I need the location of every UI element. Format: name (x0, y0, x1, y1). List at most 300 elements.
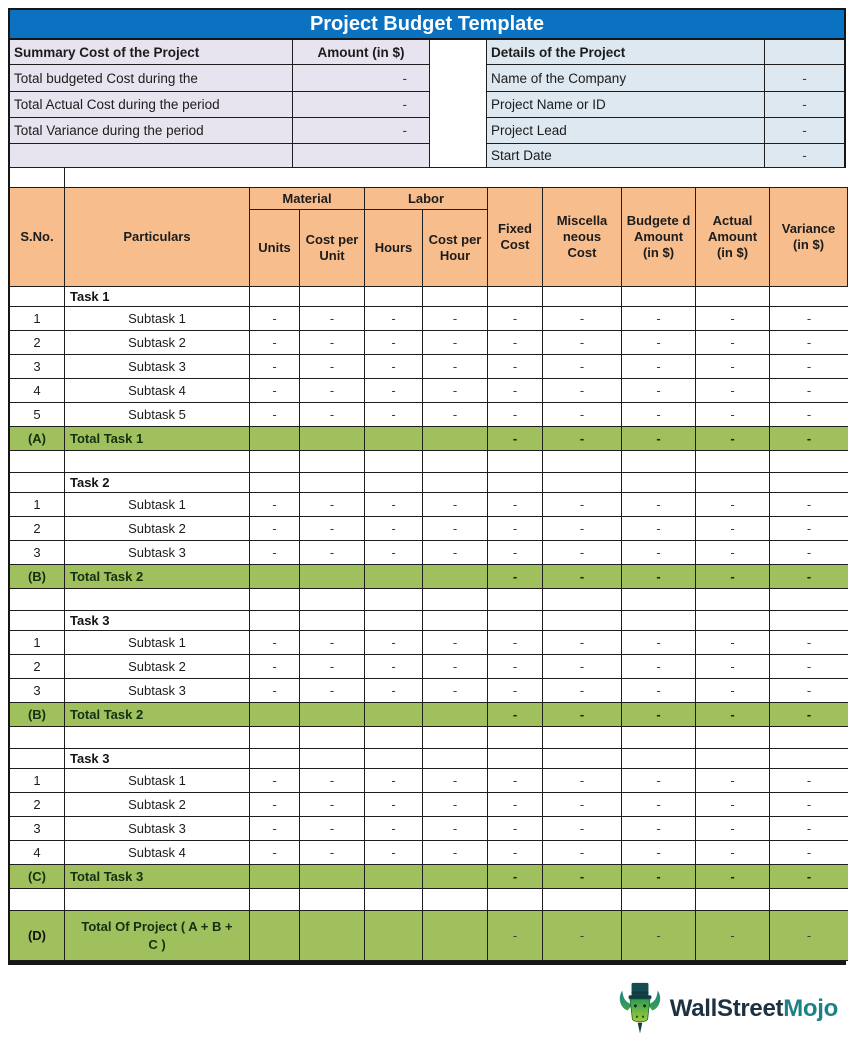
value-cell[interactable]: - (543, 517, 622, 541)
value-cell[interactable]: - (365, 331, 423, 355)
value-cell[interactable]: - (423, 817, 488, 841)
value-cell[interactable]: - (488, 493, 543, 517)
subtask-name-cell[interactable]: Subtask 2 (65, 793, 250, 817)
task-name-cell[interactable]: Task 3 (65, 749, 250, 769)
empty-cell[interactable] (300, 287, 365, 307)
value-cell[interactable]: - (365, 517, 423, 541)
value-cell[interactable]: - (770, 793, 848, 817)
value-cell[interactable]: - (696, 911, 770, 961)
empty-cell[interactable] (488, 727, 543, 749)
empty-cell[interactable] (488, 889, 543, 911)
value-cell[interactable]: - (770, 655, 848, 679)
empty-cell[interactable] (770, 473, 848, 493)
value-cell[interactable]: - (488, 427, 543, 451)
value-cell[interactable]: - (770, 703, 848, 727)
value-cell[interactable]: - (300, 679, 365, 703)
details-header-value-cell[interactable] (765, 40, 844, 65)
value-cell[interactable]: - (423, 841, 488, 865)
value-cell[interactable] (250, 865, 300, 889)
empty-cell[interactable] (300, 749, 365, 769)
subtask-name-cell[interactable]: Subtask 3 (65, 355, 250, 379)
value-cell[interactable]: - (250, 403, 300, 427)
value-cell[interactable] (300, 703, 365, 727)
value-cell[interactable]: - (622, 631, 696, 655)
empty-cell[interactable] (250, 611, 300, 631)
value-cell[interactable]: - (543, 493, 622, 517)
empty-cell[interactable] (488, 749, 543, 769)
sno-cell[interactable]: 2 (10, 517, 65, 541)
empty-cell[interactable] (543, 589, 622, 611)
sno-cell[interactable]: 1 (10, 631, 65, 655)
value-cell[interactable] (365, 565, 423, 589)
value-cell[interactable]: - (423, 769, 488, 793)
empty-cell[interactable] (770, 727, 848, 749)
empty-cell[interactable] (622, 727, 696, 749)
summary-amount-cell[interactable]: - (293, 92, 430, 118)
value-cell[interactable]: - (696, 517, 770, 541)
value-cell[interactable]: - (543, 769, 622, 793)
empty-cell[interactable] (696, 889, 770, 911)
empty-cell[interactable] (365, 473, 423, 493)
empty-cell[interactable] (543, 451, 622, 473)
empty-cell[interactable] (770, 287, 848, 307)
details-value-cell[interactable]: - (765, 144, 844, 168)
subtask-name-cell[interactable]: Subtask 2 (65, 655, 250, 679)
value-cell[interactable]: - (770, 841, 848, 865)
value-cell[interactable] (250, 911, 300, 961)
sno-cell[interactable] (10, 749, 65, 769)
value-cell[interactable]: - (696, 403, 770, 427)
subtask-name-cell[interactable]: Subtask 3 (65, 817, 250, 841)
value-cell[interactable] (423, 911, 488, 961)
total-label-cell[interactable]: Total Task 2 (65, 703, 250, 727)
empty-cell[interactable] (423, 889, 488, 911)
value-cell[interactable]: - (770, 379, 848, 403)
value-cell[interactable] (365, 865, 423, 889)
value-cell[interactable]: - (543, 817, 622, 841)
subtask-name-cell[interactable]: Subtask 1 (65, 493, 250, 517)
empty-cell[interactable] (365, 451, 423, 473)
empty-cell[interactable] (770, 611, 848, 631)
value-cell[interactable]: - (696, 865, 770, 889)
empty-cell[interactable] (543, 287, 622, 307)
value-cell[interactable]: - (488, 841, 543, 865)
value-cell[interactable]: - (622, 793, 696, 817)
sno-cell[interactable] (10, 473, 65, 493)
sno-cell[interactable]: 4 (10, 841, 65, 865)
value-cell[interactable]: - (622, 493, 696, 517)
value-cell[interactable]: - (488, 769, 543, 793)
value-cell[interactable]: - (365, 355, 423, 379)
value-cell[interactable]: - (770, 769, 848, 793)
value-cell[interactable]: - (250, 331, 300, 355)
sno-cell[interactable]: 1 (10, 307, 65, 331)
value-cell[interactable]: - (423, 679, 488, 703)
value-cell[interactable]: - (696, 679, 770, 703)
empty-cell[interactable] (423, 589, 488, 611)
subtask-name-cell[interactable]: Subtask 1 (65, 631, 250, 655)
value-cell[interactable]: - (770, 307, 848, 331)
empty-cell[interactable] (10, 889, 65, 911)
sno-cell[interactable] (10, 611, 65, 631)
value-cell[interactable]: - (543, 355, 622, 379)
empty-cell[interactable] (10, 727, 65, 749)
empty-cell[interactable] (696, 287, 770, 307)
value-cell[interactable]: - (423, 307, 488, 331)
value-cell[interactable]: - (696, 355, 770, 379)
empty-cell[interactable] (696, 611, 770, 631)
value-cell[interactable]: - (488, 911, 543, 961)
value-cell[interactable] (250, 565, 300, 589)
summary-amount-cell[interactable]: - (293, 118, 430, 144)
value-cell[interactable] (423, 565, 488, 589)
empty-cell[interactable] (423, 611, 488, 631)
value-cell[interactable]: - (300, 403, 365, 427)
empty-cell[interactable] (622, 889, 696, 911)
value-cell[interactable]: - (543, 865, 622, 889)
task-name-cell[interactable]: Task 1 (65, 287, 250, 307)
subtask-name-cell[interactable]: Subtask 5 (65, 403, 250, 427)
empty-cell[interactable] (365, 749, 423, 769)
empty-cell[interactable] (65, 889, 250, 911)
sno-cell[interactable]: 3 (10, 355, 65, 379)
value-cell[interactable]: - (770, 565, 848, 589)
empty-cell[interactable] (10, 589, 65, 611)
sno-cell[interactable]: 2 (10, 331, 65, 355)
empty-cell[interactable] (365, 611, 423, 631)
sno-cell[interactable]: 3 (10, 679, 65, 703)
value-cell[interactable]: - (250, 655, 300, 679)
value-cell[interactable]: - (488, 541, 543, 565)
value-cell[interactable]: - (300, 817, 365, 841)
value-cell[interactable]: - (770, 541, 848, 565)
value-cell[interactable]: - (365, 817, 423, 841)
value-cell[interactable]: - (250, 355, 300, 379)
value-cell[interactable]: - (696, 817, 770, 841)
empty-cell[interactable] (622, 589, 696, 611)
sno-cell[interactable]: 1 (10, 769, 65, 793)
empty-cell[interactable] (250, 451, 300, 473)
value-cell[interactable]: - (622, 517, 696, 541)
sno-cell[interactable]: 4 (10, 379, 65, 403)
subtask-name-cell[interactable]: Subtask 3 (65, 541, 250, 565)
empty-cell[interactable] (488, 611, 543, 631)
value-cell[interactable]: - (696, 379, 770, 403)
value-cell[interactable]: - (250, 841, 300, 865)
value-cell[interactable] (300, 911, 365, 961)
value-cell[interactable]: - (543, 307, 622, 331)
value-cell[interactable]: - (622, 331, 696, 355)
sno-cell[interactable]: (D) (10, 911, 65, 961)
value-cell[interactable]: - (696, 541, 770, 565)
value-cell[interactable]: - (622, 655, 696, 679)
value-cell[interactable]: - (365, 307, 423, 331)
value-cell[interactable]: - (488, 817, 543, 841)
value-cell[interactable] (365, 427, 423, 451)
total-label-cell[interactable]: Total Task 1 (65, 427, 250, 451)
empty-cell[interactable] (543, 611, 622, 631)
value-cell[interactable]: - (488, 307, 543, 331)
value-cell[interactable]: - (543, 565, 622, 589)
value-cell[interactable]: - (488, 793, 543, 817)
subtask-name-cell[interactable]: Subtask 1 (65, 307, 250, 331)
empty-cell[interactable] (423, 727, 488, 749)
value-cell[interactable]: - (365, 769, 423, 793)
value-cell[interactable]: - (543, 793, 622, 817)
empty-cell[interactable] (488, 451, 543, 473)
value-cell[interactable]: - (423, 655, 488, 679)
value-cell[interactable]: - (365, 403, 423, 427)
value-cell[interactable]: - (622, 355, 696, 379)
value-cell[interactable]: - (543, 655, 622, 679)
value-cell[interactable]: - (696, 493, 770, 517)
empty-cell[interactable] (770, 589, 848, 611)
value-cell[interactable]: - (300, 769, 365, 793)
value-cell[interactable] (300, 565, 365, 589)
empty-cell[interactable] (250, 727, 300, 749)
value-cell[interactable]: - (300, 793, 365, 817)
grand-total-label-cell[interactable]: Total Of Project ( A + B + C ) (65, 911, 250, 961)
sno-cell[interactable]: 5 (10, 403, 65, 427)
sno-cell[interactable]: (B) (10, 565, 65, 589)
value-cell[interactable]: - (622, 911, 696, 961)
value-cell[interactable]: - (622, 307, 696, 331)
value-cell[interactable]: - (622, 565, 696, 589)
value-cell[interactable]: - (622, 817, 696, 841)
value-cell[interactable]: - (622, 703, 696, 727)
empty-cell[interactable] (365, 589, 423, 611)
value-cell[interactable]: - (488, 703, 543, 727)
subtask-name-cell[interactable]: Subtask 2 (65, 517, 250, 541)
value-cell[interactable]: - (300, 517, 365, 541)
value-cell[interactable]: - (696, 793, 770, 817)
empty-cell[interactable] (300, 889, 365, 911)
subtask-name-cell[interactable]: Subtask 1 (65, 769, 250, 793)
sno-cell[interactable]: 3 (10, 817, 65, 841)
value-cell[interactable]: - (543, 379, 622, 403)
value-cell[interactable]: - (250, 493, 300, 517)
value-cell[interactable]: - (250, 541, 300, 565)
sno-cell[interactable]: (B) (10, 703, 65, 727)
value-cell[interactable]: - (250, 793, 300, 817)
subtask-name-cell[interactable]: Subtask 2 (65, 331, 250, 355)
details-value-cell[interactable]: - (765, 65, 844, 92)
empty-cell[interactable] (543, 727, 622, 749)
value-cell[interactable]: - (423, 403, 488, 427)
value-cell[interactable]: - (250, 631, 300, 655)
value-cell[interactable]: - (770, 631, 848, 655)
value-cell[interactable] (300, 865, 365, 889)
value-cell[interactable]: - (250, 679, 300, 703)
value-cell[interactable]: - (622, 379, 696, 403)
value-cell[interactable]: - (622, 841, 696, 865)
value-cell[interactable]: - (696, 703, 770, 727)
value-cell[interactable] (423, 427, 488, 451)
empty-cell[interactable] (250, 473, 300, 493)
value-cell[interactable]: - (770, 427, 848, 451)
value-cell[interactable]: - (770, 817, 848, 841)
value-cell[interactable]: - (488, 331, 543, 355)
subtask-name-cell[interactable]: Subtask 4 (65, 379, 250, 403)
empty-cell[interactable] (365, 287, 423, 307)
empty-cell[interactable] (300, 611, 365, 631)
empty-cell[interactable] (696, 451, 770, 473)
value-cell[interactable]: - (488, 655, 543, 679)
empty-cell[interactable] (543, 473, 622, 493)
value-cell[interactable]: - (543, 403, 622, 427)
value-cell[interactable]: - (770, 355, 848, 379)
empty-cell[interactable] (250, 287, 300, 307)
empty-cell[interactable] (770, 749, 848, 769)
empty-cell[interactable] (622, 611, 696, 631)
empty-cell[interactable] (622, 451, 696, 473)
value-cell[interactable] (300, 427, 365, 451)
value-cell[interactable]: - (365, 631, 423, 655)
empty-cell[interactable] (770, 889, 848, 911)
value-cell[interactable]: - (696, 565, 770, 589)
value-cell[interactable]: - (696, 655, 770, 679)
value-cell[interactable]: - (300, 379, 365, 403)
value-cell[interactable]: - (770, 331, 848, 355)
empty-cell[interactable] (696, 473, 770, 493)
task-name-cell[interactable]: Task 3 (65, 611, 250, 631)
value-cell[interactable] (250, 703, 300, 727)
value-cell[interactable]: - (770, 517, 848, 541)
value-cell[interactable]: - (696, 307, 770, 331)
value-cell[interactable]: - (488, 379, 543, 403)
value-cell[interactable]: - (423, 631, 488, 655)
value-cell[interactable]: - (250, 769, 300, 793)
value-cell[interactable]: - (300, 655, 365, 679)
summary-amount-cell[interactable]: - (293, 65, 430, 92)
value-cell[interactable]: - (423, 331, 488, 355)
value-cell[interactable]: - (696, 769, 770, 793)
value-cell[interactable]: - (300, 841, 365, 865)
empty-cell[interactable] (696, 589, 770, 611)
empty-cell[interactable] (543, 749, 622, 769)
value-cell[interactable]: - (423, 493, 488, 517)
sno-cell[interactable] (10, 287, 65, 307)
empty-cell[interactable] (300, 727, 365, 749)
value-cell[interactable]: - (488, 865, 543, 889)
value-cell[interactable]: - (622, 403, 696, 427)
value-cell[interactable]: - (770, 679, 848, 703)
sno-cell[interactable]: (C) (10, 865, 65, 889)
empty-cell[interactable] (65, 589, 250, 611)
value-cell[interactable]: - (250, 517, 300, 541)
value-cell[interactable]: - (770, 493, 848, 517)
value-cell[interactable]: - (423, 355, 488, 379)
value-cell[interactable]: - (622, 769, 696, 793)
sno-cell[interactable]: 2 (10, 655, 65, 679)
value-cell[interactable]: - (423, 517, 488, 541)
value-cell[interactable]: - (365, 679, 423, 703)
empty-cell[interactable] (423, 451, 488, 473)
empty-cell[interactable] (696, 727, 770, 749)
empty-cell[interactable] (10, 451, 65, 473)
value-cell[interactable] (423, 865, 488, 889)
empty-cell[interactable] (65, 451, 250, 473)
value-cell[interactable]: - (770, 865, 848, 889)
empty-cell[interactable] (622, 287, 696, 307)
empty-cell[interactable] (423, 287, 488, 307)
sno-cell[interactable]: 1 (10, 493, 65, 517)
value-cell[interactable]: - (365, 379, 423, 403)
value-cell[interactable]: - (543, 541, 622, 565)
value-cell[interactable]: - (488, 631, 543, 655)
subtask-name-cell[interactable]: Subtask 4 (65, 841, 250, 865)
value-cell[interactable]: - (488, 679, 543, 703)
value-cell[interactable]: - (488, 517, 543, 541)
subtask-name-cell[interactable]: Subtask 3 (65, 679, 250, 703)
value-cell[interactable]: - (770, 911, 848, 961)
value-cell[interactable]: - (543, 703, 622, 727)
sno-cell[interactable]: 3 (10, 541, 65, 565)
value-cell[interactable] (365, 703, 423, 727)
value-cell[interactable]: - (250, 379, 300, 403)
empty-cell[interactable] (622, 473, 696, 493)
value-cell[interactable] (365, 911, 423, 961)
value-cell[interactable]: - (622, 865, 696, 889)
empty-cell[interactable] (365, 889, 423, 911)
empty-cell[interactable] (488, 473, 543, 493)
empty-cell[interactable] (488, 589, 543, 611)
value-cell[interactable]: - (365, 541, 423, 565)
empty-cell[interactable] (250, 889, 300, 911)
value-cell[interactable]: - (300, 493, 365, 517)
summary-amount-cell[interactable] (293, 144, 430, 168)
empty-cell[interactable] (488, 287, 543, 307)
total-label-cell[interactable]: Total Task 2 (65, 565, 250, 589)
empty-cell[interactable] (423, 749, 488, 769)
sno-cell[interactable]: (A) (10, 427, 65, 451)
value-cell[interactable]: - (696, 631, 770, 655)
value-cell[interactable]: - (488, 355, 543, 379)
total-label-cell[interactable]: Total Task 3 (65, 865, 250, 889)
empty-cell[interactable] (300, 473, 365, 493)
value-cell[interactable]: - (696, 331, 770, 355)
value-cell[interactable]: - (543, 841, 622, 865)
value-cell[interactable]: - (543, 911, 622, 961)
details-value-cell[interactable]: - (765, 92, 844, 118)
value-cell[interactable]: - (622, 427, 696, 451)
empty-cell[interactable] (250, 749, 300, 769)
empty-cell[interactable] (696, 749, 770, 769)
value-cell[interactable]: - (365, 655, 423, 679)
value-cell[interactable]: - (622, 679, 696, 703)
value-cell[interactable]: - (365, 493, 423, 517)
empty-cell[interactable] (65, 168, 848, 188)
value-cell[interactable]: - (770, 403, 848, 427)
value-cell[interactable]: - (696, 841, 770, 865)
empty-cell[interactable] (770, 451, 848, 473)
value-cell[interactable]: - (300, 631, 365, 655)
value-cell[interactable]: - (543, 427, 622, 451)
value-cell[interactable]: - (300, 307, 365, 331)
empty-cell[interactable] (365, 727, 423, 749)
sno-cell[interactable]: 2 (10, 793, 65, 817)
task-name-cell[interactable]: Task 2 (65, 473, 250, 493)
empty-cell[interactable] (65, 727, 250, 749)
empty-cell[interactable] (543, 889, 622, 911)
empty-cell[interactable] (423, 473, 488, 493)
value-cell[interactable]: - (696, 427, 770, 451)
value-cell[interactable] (250, 427, 300, 451)
value-cell[interactable]: - (543, 679, 622, 703)
value-cell[interactable]: - (423, 541, 488, 565)
empty-cell[interactable] (300, 451, 365, 473)
value-cell[interactable]: - (300, 331, 365, 355)
